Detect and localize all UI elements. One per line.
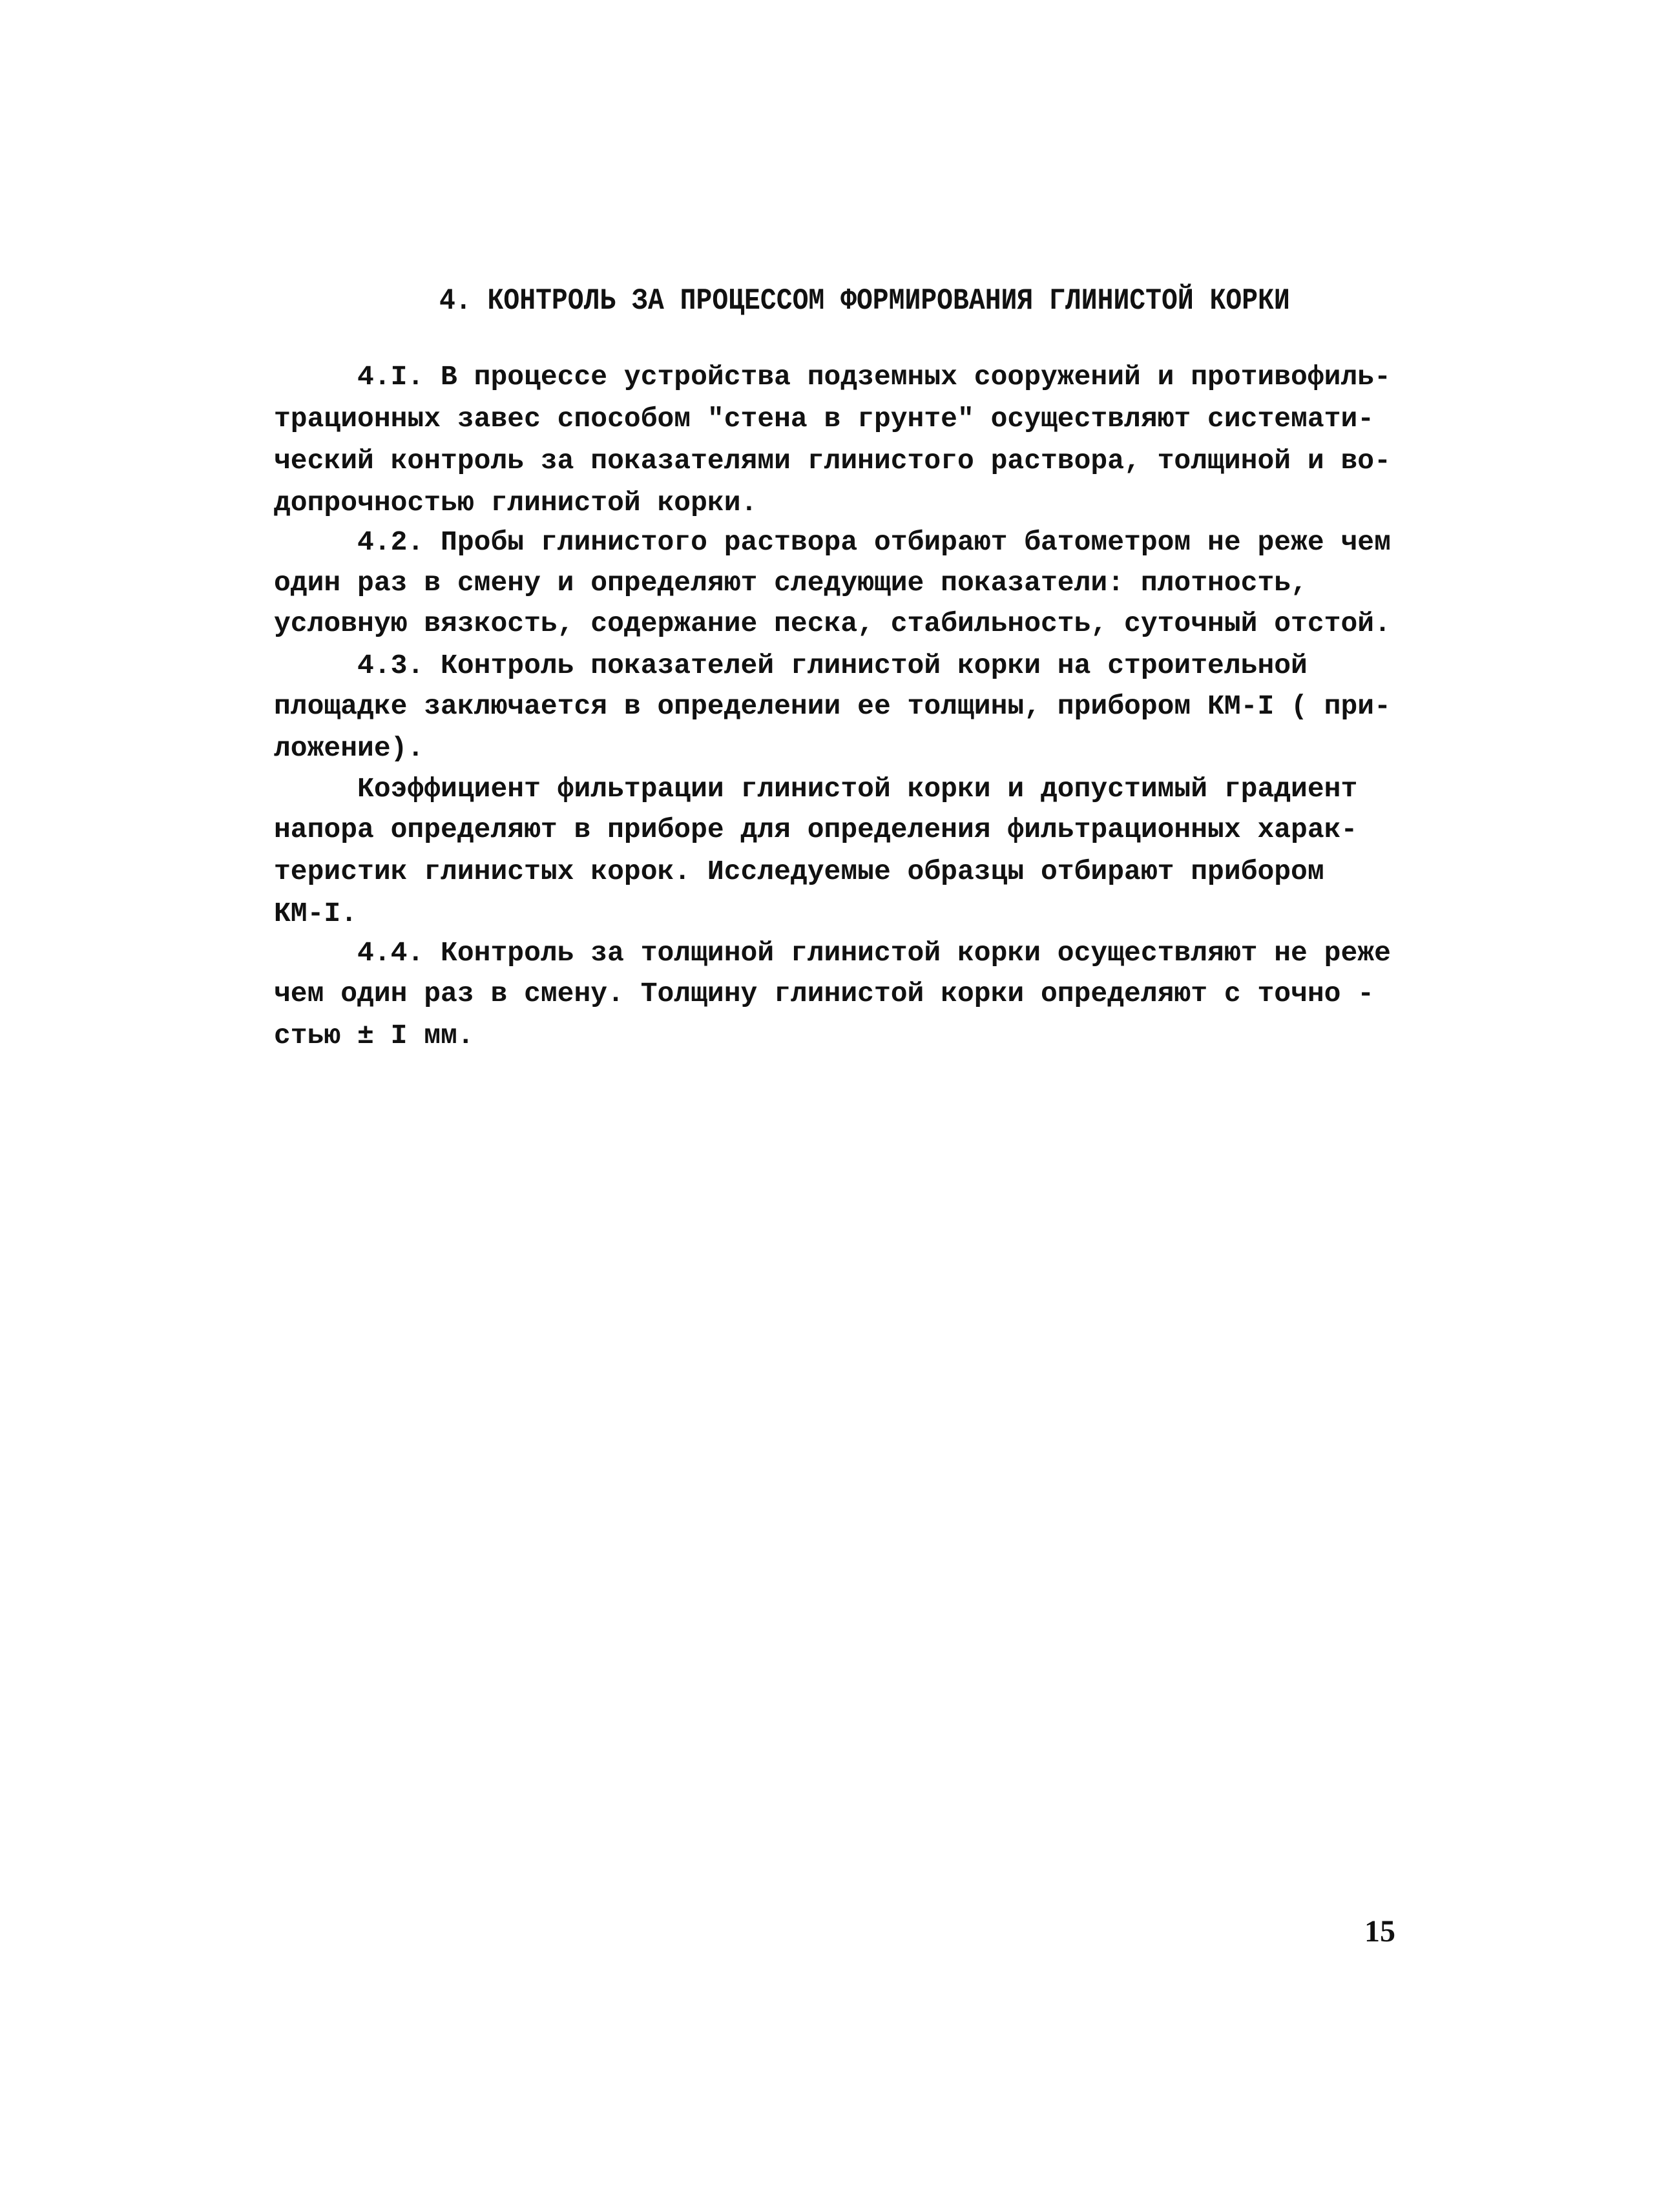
- text-line: 4.3. Контроль показателей глинистой корки на строительной: [274, 650, 1308, 681]
- text-line: ческий контроль за показателями глинистого раствора, толщиной и во-: [274, 445, 1391, 477]
- text-line: КМ-I.: [274, 898, 358, 929]
- text-line: 4.I. В процессе устройства подземных сооружений и противофиль-: [274, 361, 1391, 393]
- text-line: напора определяют в приборе для определения фильтрационных харак-: [274, 814, 1358, 845]
- text-line: площадке заключается в определении ее толщины, прибором КМ-I ( при-: [274, 690, 1391, 722]
- text-line: стью ± I мм.: [274, 1020, 474, 1051]
- page-number: 15: [1364, 1914, 1395, 1948]
- section-heading: 4. КОНТРОЛЬ ЗА ПРОЦЕССОМ ФОРМИРОВАНИЯ ГЛИНИСТОЙ КОРКИ: [439, 284, 1290, 318]
- text-line: теристик глинистых корок. Исследуемые образцы отбирают прибором: [274, 856, 1324, 887]
- text-line: один раз в смену и определяют следующие показатели: плотность,: [274, 567, 1308, 599]
- text-line: трационных завес способом "стена в грунте" осуществляют системати-: [274, 403, 1375, 435]
- text-line: Коэффициент фильтрации глинистой корки и допустимый градиент: [274, 773, 1358, 805]
- text-line: условную вязкость, содержание песка, стабильность, суточный отстой.: [274, 608, 1391, 639]
- text-line: допрочностью глинистой корки.: [274, 487, 758, 519]
- text-line: ложение).: [274, 732, 424, 764]
- text-line: чем один раз в смену. Толщину глинистой корки определяют с точно -: [274, 978, 1375, 1009]
- text-line: 4.2. Пробы глинистого раствора отбирают батометром не реже чем: [274, 526, 1391, 558]
- text-line: 4.4. Контроль за толщиной глинистой корки осуществляют не реже: [274, 937, 1391, 969]
